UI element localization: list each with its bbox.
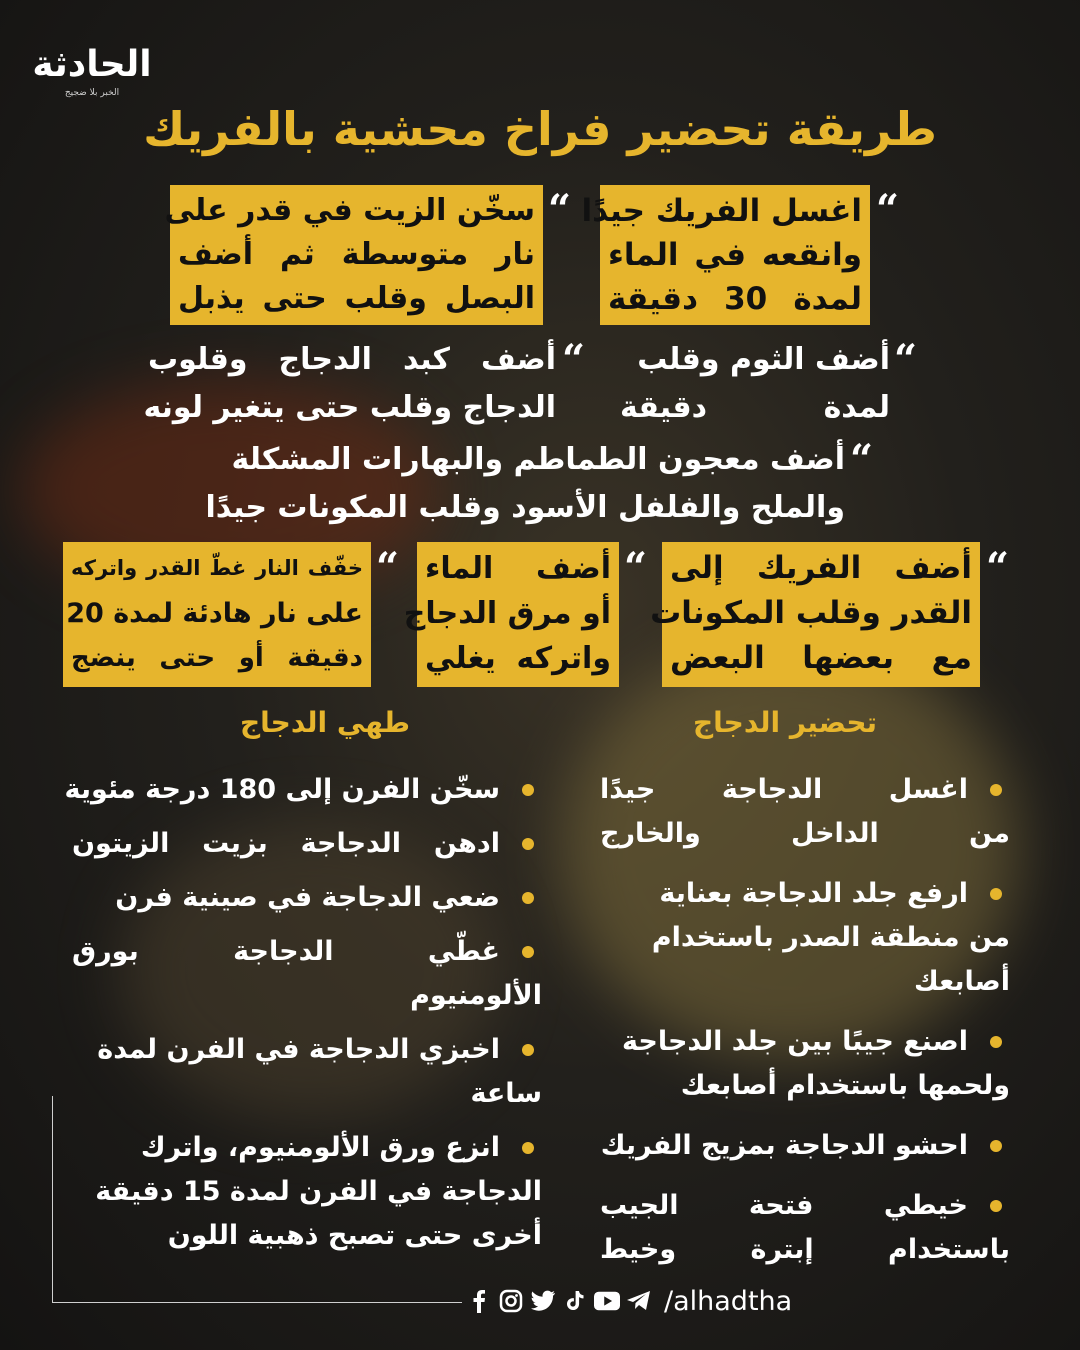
bullet-icon	[990, 1140, 1002, 1152]
step-1-line: اغسل الفريك جيدًا	[581, 193, 862, 229]
prep-line: اغسل الدجاجة جيدًا	[600, 774, 968, 805]
list-item	[600, 872, 1010, 1004]
step-3-line: لمدة دقيقة	[620, 390, 890, 425]
bullet-icon	[522, 838, 534, 850]
cook-line: اخبزي الدجاجة في الفرن لمدة	[97, 1034, 500, 1065]
step-6-line: مع بعضها البعض	[670, 640, 972, 676]
step-4-line: الدجاج وقلب حتى يتغير لونه	[143, 390, 556, 425]
list-item	[72, 1126, 542, 1258]
step-8-line: دقيقة أو حتى ينضج	[71, 643, 363, 673]
logo-text: الحادثة	[32, 44, 152, 85]
step-4-line: أضف كبد الدجاج وقلوب	[148, 342, 556, 377]
prep-heading: تحضير الدجاج	[692, 706, 878, 739]
step-4	[143, 336, 556, 432]
cook-line: انزع ورق الألومنيوم، واترك	[140, 1132, 500, 1163]
social-bar	[466, 1285, 792, 1317]
step-6-line: أضف الفريك إلى	[670, 550, 972, 586]
quote-mark: “	[986, 544, 1010, 591]
facebook-icon[interactable]	[466, 1288, 492, 1314]
bullet-icon	[990, 1036, 1002, 1048]
cook-line: الألومنيوم	[410, 980, 542, 1011]
quote-mark: “	[894, 336, 918, 383]
prep-line: باستخدام إبترة وخيط	[600, 1234, 1010, 1265]
cook-line: ضعي الدجاجة في صينية فرن	[115, 882, 500, 913]
list-item	[72, 1028, 542, 1116]
step-6-line: القدر وقلب المكونات	[650, 595, 972, 631]
bullet-icon	[990, 888, 1002, 900]
list-item	[600, 1124, 1010, 1168]
step-1-line: وانقعه في الماء	[608, 237, 862, 273]
prep-line: خيطي فتحة الجيب	[600, 1190, 968, 1221]
list-item	[64, 768, 542, 812]
step-8	[63, 542, 371, 687]
social-handle[interactable]: /alhadtha	[664, 1285, 793, 1317]
prep-line: من منطقة الصدر باستخدام	[651, 922, 1010, 953]
list-item	[600, 1020, 1010, 1108]
youtube-icon[interactable]	[594, 1288, 620, 1314]
list-item	[600, 1184, 1010, 1272]
step-2-line: البصل وقلب حتى يذبل	[178, 281, 535, 316]
cook-line: غطّي الدجاجة بورق	[72, 936, 500, 967]
quote-mark: “	[624, 544, 648, 591]
cook-line: ادهن الدجاجة بزيت الزيتون	[72, 828, 500, 859]
prep-line: ولحمها باستخدام أصابعك	[680, 1070, 1010, 1101]
step-3-line: أضف الثوم وقلب	[637, 342, 890, 377]
prep-list	[600, 768, 1010, 1272]
cook-line: سخّن الفرن إلى 180 درجة مئوية	[64, 774, 500, 805]
prep-line: ارفع جلد الدجاجة بعناية	[659, 878, 968, 909]
quote-mark: “	[850, 436, 874, 483]
twitter-icon[interactable]	[530, 1288, 556, 1314]
quote-mark: “	[548, 186, 572, 233]
step-7-line: أضف الماء	[425, 551, 611, 586]
step-5-line: أضف معجون الطماطم والبهارات المشكلة	[231, 442, 845, 477]
quote-mark: “	[562, 336, 586, 383]
bullet-icon	[522, 1142, 534, 1154]
step-2-line: سخّن الزيت في قدر على	[164, 193, 535, 228]
step-8-line: على نار هادئة لمدة 20	[66, 598, 363, 629]
step-5-line: والملح والفلفل الأسود وقلب المكونات جيدًا	[205, 490, 845, 525]
step-2-line: نار متوسطة ثم أضف	[178, 237, 535, 272]
step-1-line: لمدة 30 دقيقة	[608, 281, 862, 317]
cook-list	[64, 768, 542, 1258]
prep-line: اصنع جيبًا بين جلد الدجاجة	[621, 1026, 968, 1057]
site-logo	[22, 40, 162, 110]
step-7-line: أو مرق الدجاج	[403, 596, 611, 631]
prep-line: احشو الدجاجة بمزيج الفريك	[600, 1130, 968, 1161]
step-7-line: واتركه يغلي	[425, 641, 611, 676]
cook-heading: طهي الدجاج	[239, 706, 411, 739]
logo-tagline: الخبر بلا ضجيج	[64, 88, 120, 98]
bullet-icon	[522, 1044, 534, 1056]
step-6	[650, 542, 980, 687]
page-title: طريقة تحضير فراخ محشية بالفريك	[143, 102, 937, 156]
list-item	[72, 876, 542, 920]
quote-mark: “	[876, 186, 900, 233]
cook-line: ساعة	[470, 1078, 542, 1109]
step-5	[195, 436, 845, 532]
list-item	[72, 930, 542, 1018]
step-3	[620, 336, 890, 432]
cook-line: أخرى حتى تصبح ذهبية اللون	[167, 1220, 542, 1251]
footer-divider	[52, 1096, 53, 1302]
bullet-icon	[990, 1200, 1002, 1212]
footer-divider	[52, 1302, 462, 1303]
quote-mark: “	[376, 544, 400, 591]
bullet-icon	[990, 784, 1002, 796]
bullet-icon	[522, 946, 534, 958]
step-8-line: خفّف النار غطّ القدر واتركه	[71, 556, 363, 580]
prep-line: أصابعك	[913, 966, 1010, 997]
bullet-icon	[522, 784, 534, 796]
tiktok-icon[interactable]	[562, 1288, 588, 1314]
bullet-icon	[522, 892, 534, 904]
instagram-icon[interactable]	[498, 1288, 524, 1314]
list-item	[72, 822, 542, 866]
list-item	[600, 768, 1010, 856]
telegram-icon[interactable]	[626, 1288, 652, 1314]
step-2	[164, 185, 543, 325]
step-1	[581, 185, 870, 325]
cook-line: الدجاجة في الفرن لمدة 15 دقيقة	[95, 1176, 542, 1207]
step-7	[403, 542, 619, 687]
prep-line: من الداخل والخارج	[600, 818, 1010, 849]
